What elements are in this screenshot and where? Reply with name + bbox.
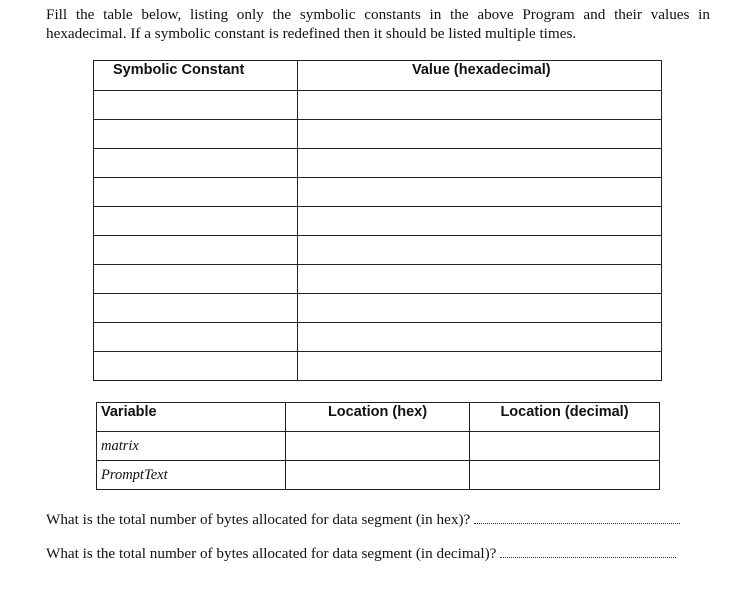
header-variable: Variable xyxy=(97,403,286,432)
variable-name-prompttext: PromptText xyxy=(97,461,286,490)
question-bytes-decimal-text: What is the total number of bytes allocated for data segment (in decimal)? xyxy=(46,545,497,562)
symbol-cell[interactable] xyxy=(94,352,298,381)
location-decimal-cell[interactable] xyxy=(470,461,660,490)
value-cell[interactable] xyxy=(298,294,662,323)
table-row xyxy=(94,236,662,265)
question-bytes-hex xyxy=(46,511,710,529)
variable-name-matrix: matrix xyxy=(97,432,286,461)
symbol-cell[interactable] xyxy=(94,207,298,236)
question-bytes-decimal xyxy=(46,545,710,563)
variable-location-table xyxy=(96,402,660,490)
answer-line-hex[interactable] xyxy=(474,519,680,524)
table-row xyxy=(94,149,662,178)
value-cell[interactable] xyxy=(298,207,662,236)
table-header-row xyxy=(97,403,660,432)
table-row xyxy=(94,294,662,323)
table-row xyxy=(94,91,662,120)
symbol-cell[interactable] xyxy=(94,91,298,120)
table-row xyxy=(94,120,662,149)
symbol-cell[interactable] xyxy=(94,265,298,294)
symbol-cell[interactable] xyxy=(94,236,298,265)
answer-line-decimal[interactable] xyxy=(500,553,676,558)
header-value-hex: Value (hexadecimal) xyxy=(298,61,662,91)
symbol-cell[interactable] xyxy=(94,178,298,207)
table-row xyxy=(94,207,662,236)
value-cell[interactable] xyxy=(298,323,662,352)
table-row xyxy=(97,461,660,490)
value-cell[interactable] xyxy=(298,91,662,120)
table-row xyxy=(94,323,662,352)
instructions xyxy=(46,5,710,43)
value-cell[interactable] xyxy=(298,178,662,207)
value-cell[interactable] xyxy=(298,149,662,178)
symbol-cell[interactable] xyxy=(94,120,298,149)
location-hex-cell[interactable] xyxy=(286,461,470,490)
table-row xyxy=(94,265,662,294)
symbol-cell[interactable] xyxy=(94,323,298,352)
table-header-row xyxy=(94,61,662,91)
question-bytes-hex-text: What is the total number of bytes allocated for data segment (in hex)? xyxy=(46,511,471,528)
instructions-line-2: hexadecimal. If a symbolic constant is redefined then it should be listed multiple times. xyxy=(46,25,577,42)
header-location-decimal: Location (decimal) xyxy=(470,403,660,432)
header-location-hex: Location (hex) xyxy=(286,403,470,432)
value-cell[interactable] xyxy=(298,352,662,381)
location-hex-cell[interactable] xyxy=(286,432,470,461)
symbol-cell[interactable] xyxy=(94,294,298,323)
value-cell[interactable] xyxy=(298,120,662,149)
instructions-line-1: Fill the table below, listing only the symbolic constants in the above Program and their values in xyxy=(46,6,710,23)
value-cell[interactable] xyxy=(298,265,662,294)
symbol-cell[interactable] xyxy=(94,149,298,178)
table-row xyxy=(97,432,660,461)
symbolic-constants-table xyxy=(93,60,662,381)
table-row xyxy=(94,178,662,207)
value-cell[interactable] xyxy=(298,236,662,265)
location-decimal-cell[interactable] xyxy=(470,432,660,461)
header-symbolic-constant: Symbolic Constant xyxy=(94,61,298,91)
table-row xyxy=(94,352,662,381)
